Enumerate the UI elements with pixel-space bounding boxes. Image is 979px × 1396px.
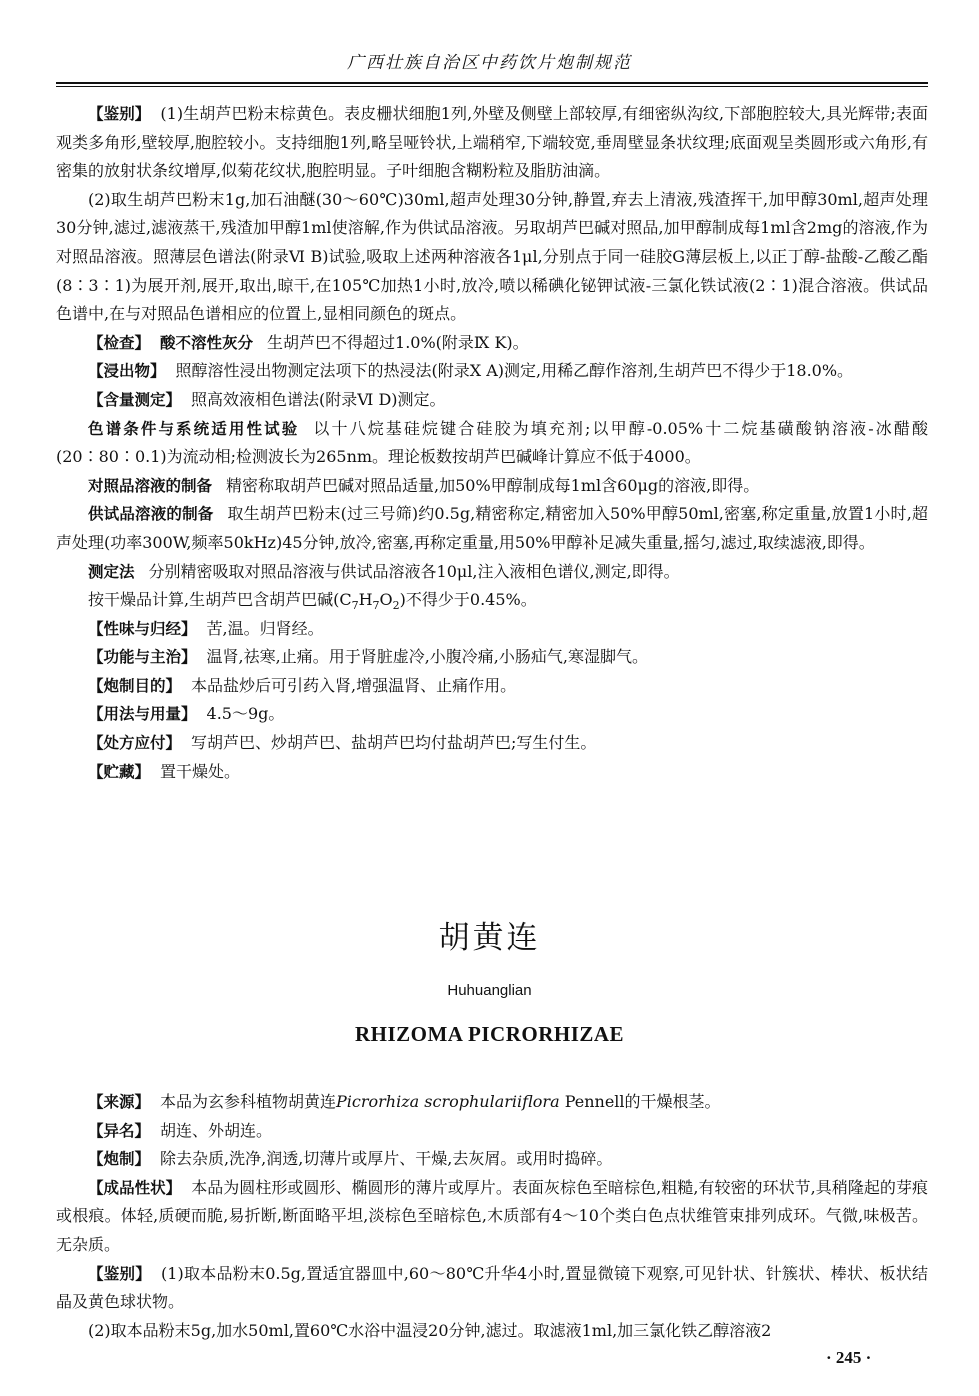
section-tag: 【炮制目的】	[88, 676, 182, 695]
header-rule	[56, 82, 928, 84]
section-tag: 【鉴别】	[88, 1264, 152, 1283]
section-tag: 【功能与主治】	[88, 648, 197, 667]
header-rule-thin	[56, 86, 928, 87]
assay-paragraph: 【含量测定】 照高效液相色谱法(附录Ⅵ D)测定。	[88, 389, 446, 409]
dosage-paragraph: 【用法与用量】 4.5～9g。	[88, 704, 285, 724]
entry-title-pinyin: Huhuanglian	[447, 982, 532, 999]
subheading: 酸不溶性灰分	[160, 333, 254, 352]
section-tag: 【鉴别】	[88, 105, 151, 123]
processing-paragraph: 【炮制】 除去杂质,洗净,润透,切薄片或厚片、干燥,去灰屑。或用时捣碎。	[88, 1149, 613, 1169]
lower-section	[56, 1088, 928, 1345]
function-paragraph: 【功能与主治】 温肾,祛寒,止痛。用于肾脏虚冷,小腹冷痛,小肠疝气,寒湿脚气。	[88, 647, 648, 667]
section-tag: 【用法与用量】	[88, 705, 197, 724]
dry-basis-paragraph: 按干燥品计算,生胡芦巴含胡芦巴碱$(C_7H_7O_2)$不得少于0.45%。	[88, 590, 537, 613]
section-tag: 【贮藏】	[88, 762, 151, 781]
subheading: 测定法	[88, 562, 135, 581]
upper-section	[56, 100, 928, 786]
reference-solution-paragraph: 对照品溶液的制备 精密称取胡芦巴碱对照品适量,加50%甲醇制成每1ml含60μg的溶液,即得。	[88, 475, 760, 495]
section-tag: 【来源】	[88, 1093, 151, 1111]
section-tag: 【性味与归经】	[88, 619, 197, 638]
latin-species-name: Picrorhiza scrophulariiflora	[336, 1092, 560, 1111]
source-paragraph: 【来源】 本品为玄参科植物胡黄连Picrorhiza scrophulariiflora Pennell的干燥根茎。	[88, 1092, 721, 1111]
processing-purpose-paragraph: 【炮制目的】 本品盐炒后可引药入肾,增强温肾、止痛作用。	[88, 675, 517, 695]
running-header: 广西壮族自治区中药饮片炮制规范	[347, 53, 632, 73]
identification-paragraph-2: (2)取本品粉末5g,加水50ml,置60℃水浴中温浸20分钟,滤过。取滤液1ml,加三氯化铁乙醇溶液2	[88, 1320, 772, 1340]
inspection-paragraph: 【检查】 酸不溶性灰分 生胡芦巴不得超过1.0%(附录Ⅸ K)。	[88, 332, 529, 352]
section-tag: 【检查】	[88, 333, 151, 352]
extract-paragraph: 【浸出物】 照醇溶性浸出物测定法项下的热浸法(附录Ⅹ A)测定,用稀乙醇作溶剂,生胡芦巴不得少于18.0%。	[88, 361, 854, 381]
section-tag: 【处方应付】	[88, 734, 182, 753]
identification-paragraph-1: 【鉴别】 (1)生胡芦巴粉末棕黄色。表皮栅状细胞1列,外壁及侧壁上部较厚,有细密纵沟纹,下部胞腔较大,具光辉带;表面观类多角形,壁较厚,胞腔较小。支持细胞1列,略呈哑铃状,上端稍窄,下端较宽,垂周壁显条状纹理;底面观呈类圆形或六角形,有密集的放射状条纹增厚,似菊花纹状,胞腔明显。子叶细胞含糊粉粒及脂肪油滴。	[56, 104, 928, 181]
subheading: 对照品溶液的制备	[88, 476, 213, 495]
storage-paragraph: 【贮藏】 置干燥处。	[88, 761, 241, 781]
alias-paragraph: 【异名】 胡连、外胡连。	[88, 1120, 273, 1140]
procedure-paragraph: 测定法 分别精密吸取对照品溶液与供试品溶液各10μl,注入液相色谱仪,测定,即得。	[88, 561, 680, 581]
subheading: 供试品溶液的制备	[88, 505, 214, 524]
prescription-paragraph: 【处方应付】 写胡芦巴、炒胡芦巴、盐胡芦巴均付盐胡芦巴;写生付生。	[88, 733, 597, 753]
test-solution-paragraph: 供试品溶液的制备 取生胡芦巴粉末(过三号筛)约0.5g,精密称定,精密加入50%甲醇50ml,密塞,称定重量,放置1小时,超声处理(功率300W,频率50kHz)45分钟,放冷,密塞,再称定重量,用50%甲醇补足减失重量,摇匀,滤过,取续滤液,即得。	[56, 504, 928, 552]
subheading: 色谱条件与系统适用性试验	[88, 419, 300, 438]
entry-title-chinese: 胡黄连	[438, 920, 541, 956]
identification-paragraph-1: 【鉴别】 (1)取本品粉末0.5g,置适宜器皿中,60～80℃升华4小时,置显微镜下观察,可见针状、针簇状、棒状、板状结晶及黄色球状物。	[56, 1263, 928, 1312]
section-tag: 【炮制】	[88, 1150, 151, 1169]
page-number: · 245 ·	[826, 1348, 872, 1367]
section-tag: 【异名】	[88, 1121, 151, 1140]
nature-paragraph: 【性味与归经】 苦,温。归肾经。	[88, 618, 324, 638]
section-tag: 【含量测定】	[88, 390, 182, 409]
section-tag: 【成品性状】	[88, 1178, 182, 1197]
entry-title-latin: RHIZOMA PICRORHIZAE	[354, 1022, 625, 1046]
section-tag: 【浸出物】	[88, 362, 166, 381]
identification-paragraph-2: (2)取生胡芦巴粉末1g,加石油醚(30～60℃)30ml,超声处理30分钟,静置,弃去上清液,残渣挥干,加甲醇30ml,超声处理30分钟,滤过,滤液蒸干,残渣加甲醇1ml使溶解,作为供试品溶液。另取胡芦巴碱对照品,加甲醇制成每1ml含2mg的溶液,作为对照品溶液。照薄层色谱法(附录Ⅵ B)试验,吸取上述两种溶液各1μl,分别点于同一硅胶G薄层板上,以正丁醇-盐酸-乙酸乙酯(8∶3∶1)为展开剂,展开,取出,晾干,在105℃加热1小时,放冷,喷以稀碘化铋钾试液-三氯化铁试液(2∶1)混合溶液。供试品色谱中,在与对照品色谱相应的位置上,显相同颜色的斑点。	[56, 189, 928, 324]
description-paragraph: 【成品性状】 本品为圆柱形或圆形、椭圆形的薄片或厚片。表面灰棕色至暗棕色,粗糙,有较密的环状节,具稍隆起的芽痕或根痕。体轻,质硬而脆,易折断,断面略平坦,淡棕色至暗棕色,木质部有4～10个类白色点状维管束排列成环。气微,味极苦。无杂质。	[56, 1177, 928, 1254]
chromatography-paragraph: 色谱条件与系统适用性试验 以十八烷基硅烷键合硅胶为填充剂;以甲醇-0.05%十二烷基磺酸钠溶液-冰醋酸(20∶80∶0.1)为流动相;检测波长为265nm。理论板数按胡芦巴碱峰计算应不低于4000。	[56, 418, 928, 467]
